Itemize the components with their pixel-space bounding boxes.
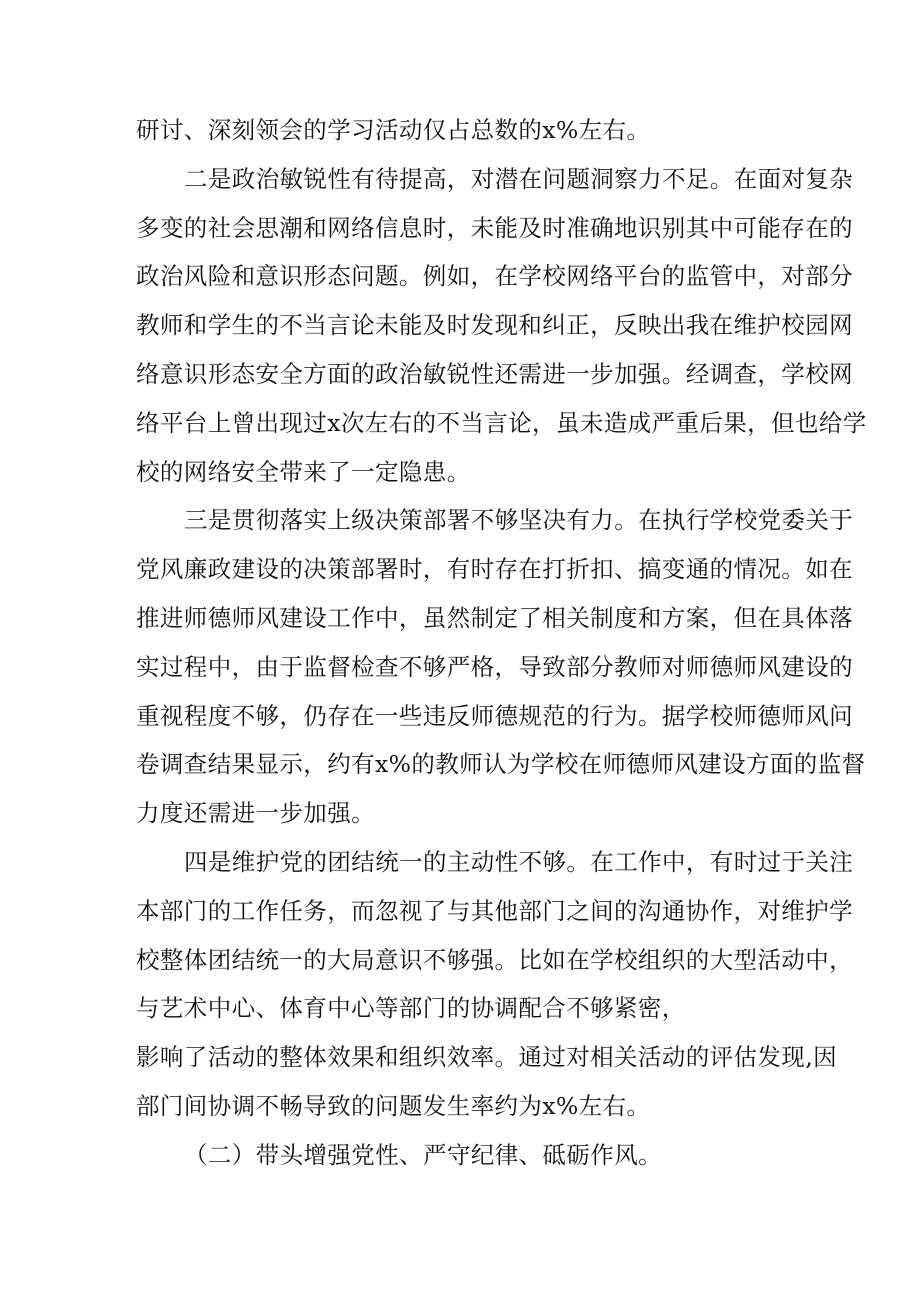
text-line: 重视程度不够，仍存在一些违反师德规范的行为。据学校师德师风问 bbox=[136, 701, 853, 730]
text-line: 四是维护党的团结统一的主动性不够。在工作中，有时过于关注 bbox=[184, 847, 854, 876]
text-line: 络平台上曾出现过x次左右的不当言论，虽未造成严重后果，但也给学 bbox=[136, 408, 867, 437]
text-line: 与艺术中心、体育中心等部门的协调配合不够紧密， bbox=[136, 994, 686, 1023]
text-line: 二是政治敏锐性有待提高，对潜在问题洞察力不足。在面对复杂 bbox=[184, 164, 854, 193]
document-body bbox=[136, 106, 867, 1180]
text-line: 影响了活动的整体效果和组织效率。通过对相关活动的评估发现,因 bbox=[136, 1043, 837, 1072]
text-line: 络意识形态安全方面的政治敏锐性还需进一步加强。经调查，学校网 bbox=[136, 359, 853, 388]
text-line: 力度还需进一步加强。 bbox=[136, 799, 375, 828]
text-line: 多变的社会思潮和网络信息时，未能及时准确地识别其中可能存在的 bbox=[136, 213, 853, 242]
paragraph-unity bbox=[136, 838, 854, 1131]
text-line: 研讨、深刻领会的学习活动仅占总数的x%左右。 bbox=[136, 116, 651, 144]
text-line: 校的网络安全带来了一定隐患。 bbox=[136, 457, 471, 486]
text-line: 政治风险和意识形态问题。例如，在学校网络平台的监管中，对部分 bbox=[136, 262, 853, 291]
paragraph-implementation bbox=[136, 496, 866, 838]
text-line: 推进师德师风建设工作中，虽然制定了相关制度和方案，但在具体落 bbox=[136, 603, 853, 632]
text-line: 教师和学生的不当言论未能及时发现和纠正，反映出我在维护校园网 bbox=[136, 311, 853, 340]
section-heading bbox=[136, 1131, 784, 1180]
text-line: 实过程中，由于监督检查不够严格，导致部分教师对师德师风建设的 bbox=[136, 652, 853, 681]
paragraph-political-sensitivity bbox=[136, 155, 867, 497]
text-line: 卷调查结果显示，约有x%的教师认为学校在师德师风建设方面的监督 bbox=[136, 750, 866, 779]
text-line: 校整体团结统一的大局意识不够强。比如在学校组织的大型活动中， bbox=[136, 945, 853, 974]
text-line: 党风廉政建设的决策部署时，有时存在打折扣、搞变通的情况。如在 bbox=[136, 555, 853, 584]
text-line: 三是贯彻落实上级决策部署不够坚决有力。在执行学校党委关于 bbox=[184, 506, 854, 535]
paragraph-continuation bbox=[136, 106, 784, 155]
section-heading-text: （二）带头增强党性、严守纪律、砥砺作风。 bbox=[184, 1140, 662, 1169]
text-line: 部门间协调不畅导致的问题发生率约为x%左右。 bbox=[136, 1091, 651, 1120]
text-line: 本部门的工作任务，而忽视了与其他部门之间的沟通协作，对维护学 bbox=[136, 896, 853, 925]
